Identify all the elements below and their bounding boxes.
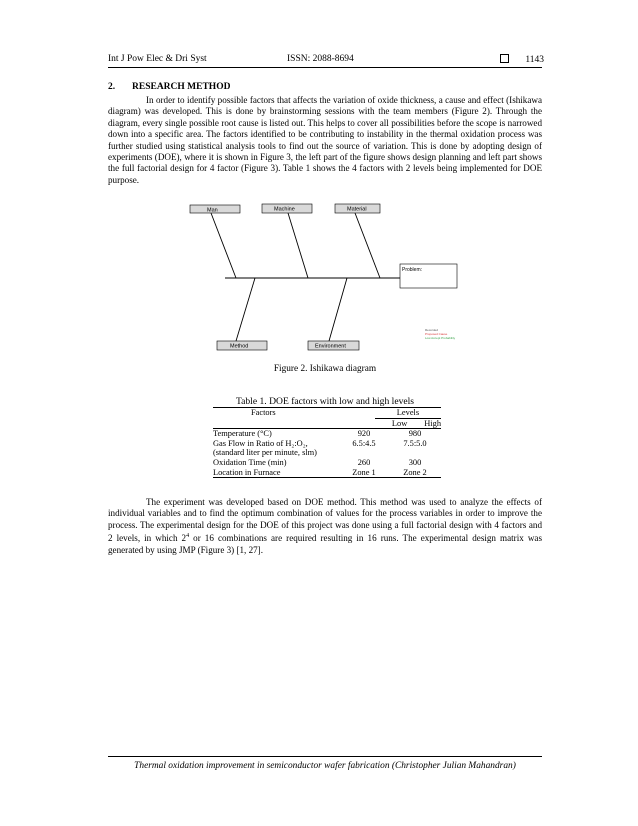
bone-material: [355, 213, 380, 278]
table-row: Location in Furnace Zone 1 Zone 2: [213, 467, 427, 477]
paragraph-1: In order to identify possible factors that affects the variation of oxide thickness, a cause and effect (Ishikawa diagram) was developed. This is done by brainstorming sessions with the team members (Figure 2). Through the diagram, every single possible root cause is listed out. This helps to cover all possibilities before the scope is narrowed down into a specific area. The factors identified to be contributing to instability in the thermal oxidation process was further studied using statistical analysis tools to find out the source of variation. This is done by adopting design of experiments (DOE), where it is shown in Figure 3, the left part of the figure shows design planning and left part shows the full factorial design for 4 factor (Figure 3). Table 1 shows the 4 factors with 2 levels being implemented for DOE purpose.: [108, 95, 542, 185]
table-row: Temperature (°C) 920 980: [213, 429, 422, 439]
footer-citation: Thermal oxidation improvement in semiconductor wafer fabrication (Christopher Julian Mahandran): [134, 761, 516, 771]
box-method: [217, 341, 267, 350]
header-factors: Factors: [251, 408, 276, 418]
table-caption: Table 1. DOE factors with low and high levels: [235, 396, 415, 407]
box-problem-label: Problem:: [402, 267, 423, 273]
bone-environment: [329, 278, 347, 341]
box-problem: [400, 264, 457, 288]
doe-table: [213, 407, 441, 478]
journal-name: Int J Pow Elec & Dri Syst: [108, 54, 207, 64]
box-machine: [262, 204, 312, 213]
bone-method: [236, 278, 255, 341]
table-row: Gas Flow in Ratio of H₂:O₂, 6.5:4.5 7.5:5.0: [213, 438, 427, 448]
table-header-row: [213, 408, 441, 418]
page-number: 1143: [525, 55, 545, 65]
legend-item-proposed: Proposed Cause: [425, 332, 448, 336]
box-environment-label: Environment: [315, 343, 346, 350]
issn: ISSN: 2088-8694: [287, 54, 354, 64]
header-high: High: [424, 418, 441, 428]
legend-item-low: Low Accept Probability: [425, 336, 456, 340]
ishikawa-diagram: [185, 200, 465, 355]
legend: [425, 328, 456, 340]
page-number-block: [500, 54, 544, 65]
table-row: (standard liter per minute, slm): [213, 448, 317, 458]
legend-title: Recorded: [425, 328, 439, 332]
box-machine-label: Machine: [274, 206, 295, 213]
box-environment: [308, 341, 359, 350]
box-material-label: Material: [347, 206, 367, 213]
table-bottom-rule: [213, 477, 441, 478]
box-method-label: Method: [230, 343, 249, 350]
header-rule: [108, 67, 542, 68]
bone-man: [211, 213, 236, 278]
section-title: RESEARCH METHOD: [132, 82, 231, 92]
paragraph-2: The experiment was developed based on DOE method. This method was used to analyze the effects of individual variables and to find the optimum combination of values for the process variables in order to improve the process. The experimental design for the DOE of this project was done using a full factorial design with 4 factors and 2 levels, in which $2^4$ or 16 combinations are required resulting in 16 runs. The experimental design matrix was generated by using JMP (Figure 3) [1, 27].: [108, 497, 542, 555]
square-icon: [500, 54, 509, 63]
figure-caption: Figure 2. Ishikawa diagram: [273, 364, 377, 374]
box-material: [335, 204, 380, 213]
footer-rule: [108, 756, 542, 757]
section-number: 2.: [108, 82, 116, 92]
header-low: Low: [375, 418, 424, 428]
header-levels: Levels: [396, 408, 420, 417]
table-row: Oxidation Time (min) 260 300: [213, 457, 422, 467]
bone-machine: [288, 213, 308, 278]
box-man-label: Man: [207, 207, 218, 214]
box-man: [190, 205, 240, 213]
section-heading: [108, 82, 230, 92]
table-subheader-row: [213, 418, 441, 428]
